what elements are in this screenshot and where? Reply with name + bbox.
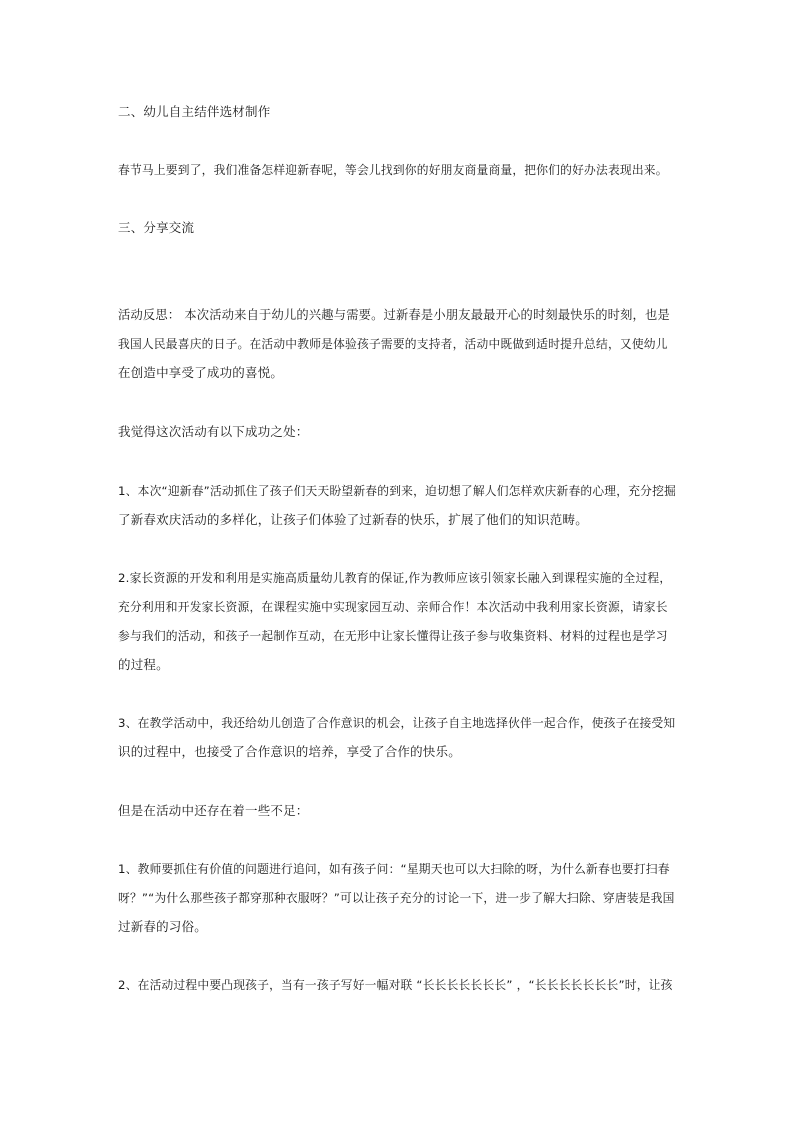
success-2-line-1: 2.家长资源的开发和利用是实施高质量幼儿教育的保证,作为教师应该引领家长融入到课程实施的全过程， [118, 571, 672, 585]
paragraph-spring: 春节马上要到了，我们准备怎样迎新春呢，等会儿找到你的好朋友商量商量，把你们的好办法表现出来。 [118, 163, 668, 177]
success-2-line-3: 参与我们的活动，和孩子一起制作互动，在无形中让家长懂得让孩子参与收集资料、材料的过程也是学习 [118, 629, 668, 643]
success-2-line-4: 的过程。 [118, 657, 169, 672]
success-1-line-2: 了新春欢庆活动的多样化，让孩子们体验了过新春的快乐，扩展了他们的知识范畴。 [118, 512, 588, 527]
success-3-line-1: 3、在教学活动中，我还给幼儿创造了合作意识的机会，让孩子自主地选择伙伴一起合作，使孩子在接受知 [118, 716, 676, 730]
shortcoming-1-line-3: 过新春的习俗。 [118, 919, 207, 934]
reflection-line-2: 我国人民最喜庆的日子。在活动中教师是体验孩子需要的支持者，活动中既做到适时提升总结，又使幼儿 [118, 337, 668, 351]
success-intro: 我觉得这次活动有以下成功之处： [118, 424, 309, 439]
reflection-line-3: 在创造中享受了成功的喜悦。 [118, 365, 284, 380]
section-heading-2: 二、幼儿自主结伴选材制作 [118, 104, 271, 119]
success-2-line-2: 充分利用和开发家长资源，在课程实施中实现家园互动、亲师合作！本次活动中我利用家长资源，请家长 [118, 600, 668, 614]
shortcoming-1-line-1: 1、教师要抓住有价值的问题进行追问，如有孩子问：“星期天也可以大扫除的呀，为什么新春也要打扫春 [118, 862, 670, 876]
success-3-line-2: 识的过程中，也接受了合作意识的培养，享受了合作的快乐。 [118, 744, 461, 759]
success-1-line-1: 1、本次“迎新春”活动抓住了孩子们天天盼望新春的到来，迫切想了解人们怎样欢庆新春的心理，充分挖掘 [118, 484, 676, 498]
shortcoming-intro: 但是在活动中还存在着一些不足： [118, 803, 309, 818]
reflection-line-1: 活动反思： 本次活动来自于幼儿的兴趣与需要。过新春是小朋友最最开心的时刻最快乐的时刻，也是 [118, 308, 670, 322]
shortcoming-2-line-1: 2、在活动过程中要凸现孩子，当有一孩子写好一幅对联 “长长长长长长长” ，“长长长长长长长”时，让孩 [118, 978, 673, 992]
section-heading-3: 三、分享交流 [118, 220, 195, 235]
shortcoming-1-line-2: 呀？”“为什么那些孩子都穿那种衣服呀？”可以让孩子充分的讨论一下，进一步了解大扫除、穿唐装是我国 [118, 891, 675, 905]
